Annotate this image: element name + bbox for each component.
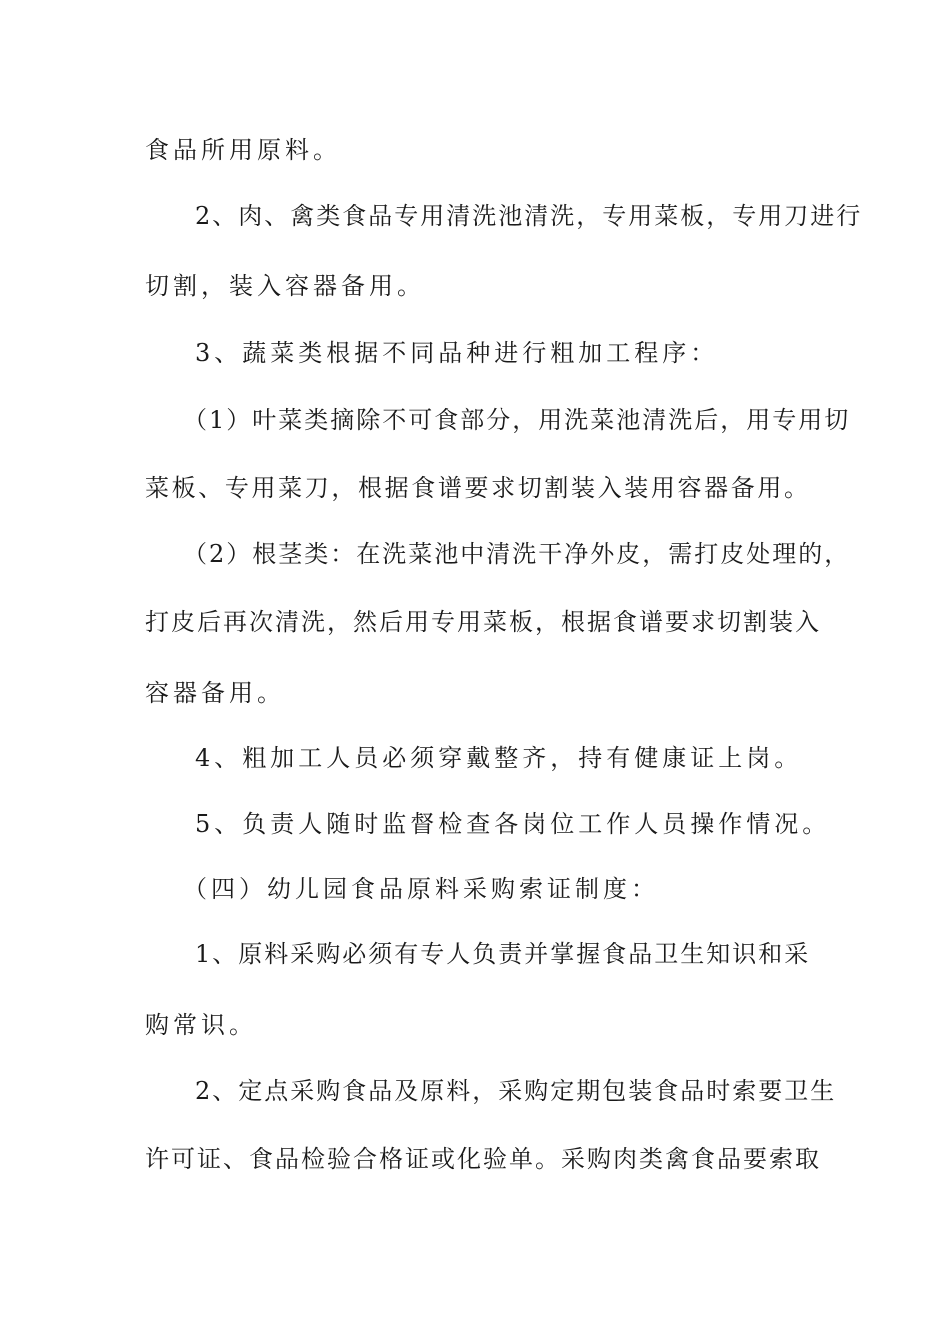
text-line: 1、原料采购必须有专人负责并掌握食品卫生知识和采 — [195, 940, 811, 968]
text-line: 菜板、专用菜刀，根据食谱要求切割装入装用容器备用。 — [145, 474, 810, 502]
text-line: 容器备用。 — [145, 679, 285, 707]
text-line: 许可证、食品检验合格证或化验单。采购肉类禽食品要索取 — [145, 1145, 821, 1173]
text-line: （2）根茎类：在洗菜池中清洗干净外皮，需打皮处理的， — [183, 540, 851, 568]
text-line: 2、肉、禽类食品专用清洗池清洗，专用菜板，专用刀进行 — [195, 202, 863, 230]
text-line: 购常识。 — [145, 1011, 257, 1039]
text-line: 2、定点采购食品及原料，采购定期包装食品时索要卫生 — [195, 1077, 837, 1105]
text-line: 切割，装入容器备用。 — [145, 272, 425, 300]
text-line: 3、蔬菜类根据不同品种进行粗加工程序： — [195, 339, 719, 367]
text-line: 4、粗加工人员必须穿戴整齐，持有健康证上岗。 — [195, 744, 803, 772]
section-heading: （四）幼儿园食品原料采购索证制度： — [183, 875, 659, 903]
text-line: 打皮后再次清洗，然后用专用菜板，根据食谱要求切割装入 — [145, 608, 821, 636]
text-line: 食品所用原料。 — [145, 136, 341, 164]
text-line: （1）叶菜类摘除不可食部分，用洗菜池清洗后，用专用切 — [183, 406, 851, 434]
text-line: 5、负责人随时监督检查各岗位工作人员操作情况。 — [195, 810, 831, 838]
